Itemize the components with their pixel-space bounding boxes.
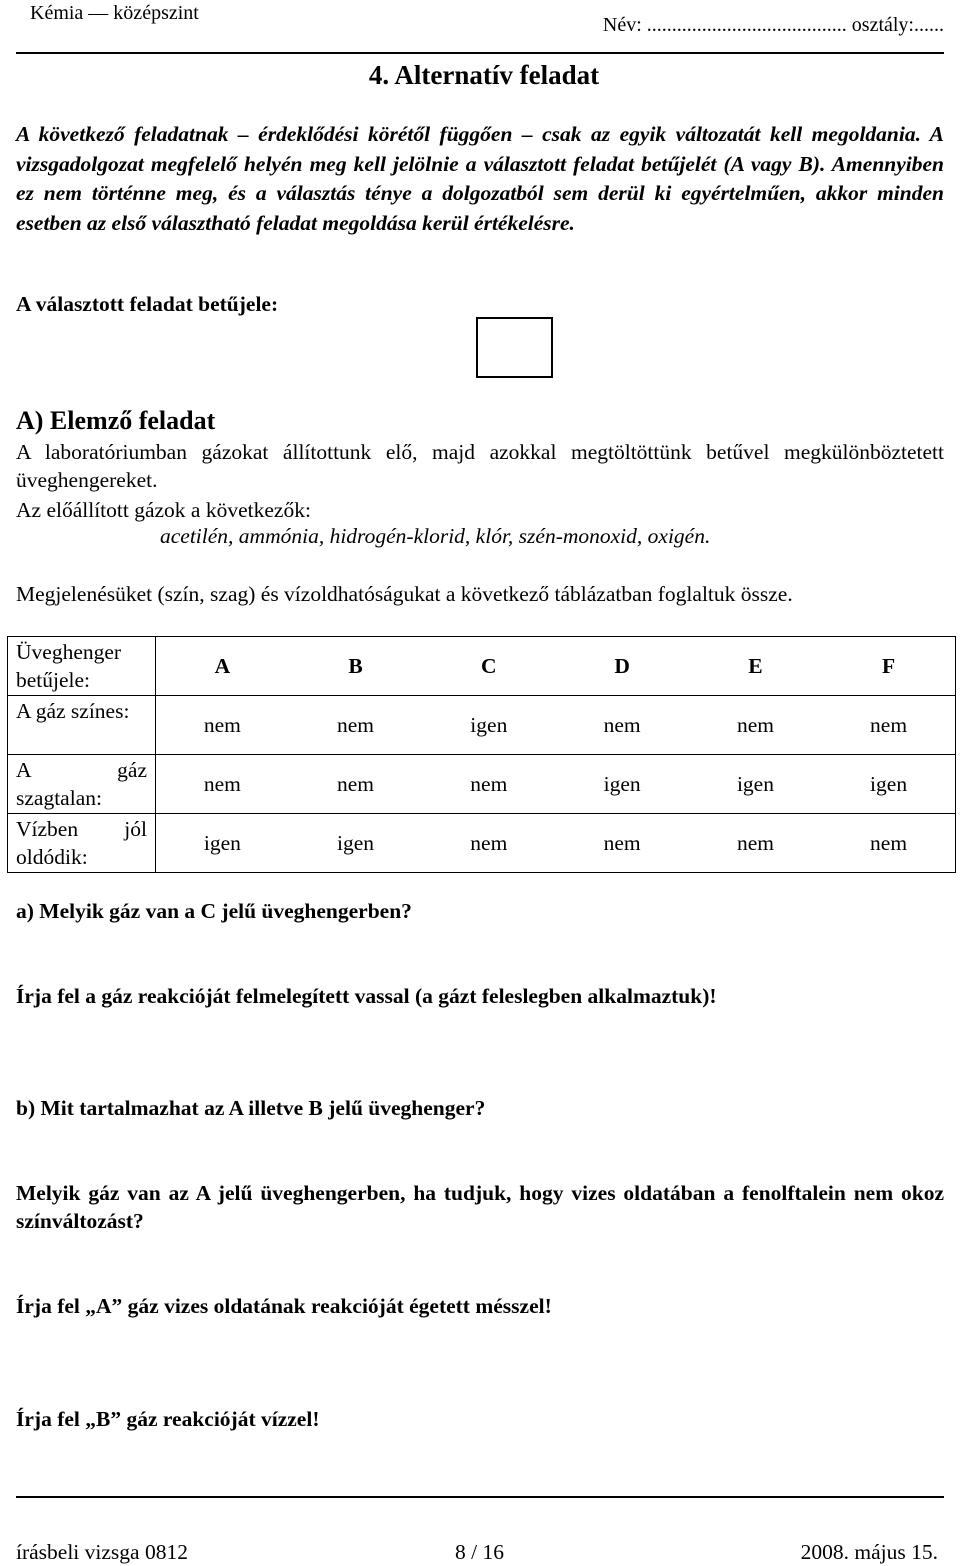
footer-page-number: 8 / 16 [455,1540,504,1564]
table-cell [822,814,955,873]
cell-value: F [882,653,896,678]
table-cell [156,814,289,873]
chosen-task-box[interactable] [476,317,553,378]
cell-value: nem [336,712,374,737]
table-cell [156,637,289,696]
cell-value: igen [736,771,774,796]
question-b-quicklime: Írja fel „A” gáz vizes oldatának reakcióját égetett mésszel! [16,1294,552,1318]
cell-value: nem [336,771,374,796]
table-cell [289,814,422,873]
row-header: A gáz szagtalan: [8,755,156,814]
cell-value: igen [336,830,374,855]
table-cell [822,637,955,696]
table-cell [156,696,289,755]
question-b-water: Írja fel „B” gáz reakcióját vízzel! [16,1407,320,1431]
cell-value: D [614,653,630,678]
question-b-phenolphthalein: Melyik gáz van az A jelű üveghengerben, ha tudjuk, hogy vizes oldatában a fenolftalein nem okoz színváltozást? [16,1181,944,1233]
chosen-task-label: A választott feladat betűjele: [16,292,279,316]
cell-value: nem [870,830,908,855]
table-cell [689,696,822,755]
table-cell [822,755,955,814]
cell-value: nem [203,771,241,796]
footer-divider [16,1496,944,1498]
cell-value: A [214,653,231,678]
cell-value: nem [736,830,774,855]
question-a: a) Melyik gáz van a C jelű üveghengerben? [16,899,412,923]
table-cell [289,755,422,814]
table-row [8,814,956,873]
gas-list: acetilén, ammónia, hidrogén-klorid, klór, szén-monoxid, oxigén. [160,524,711,548]
cell-value: nem [603,712,641,737]
cell-value: igen [870,771,908,796]
cell-value: E [748,653,763,678]
table-cell [422,755,555,814]
header-divider [16,52,944,54]
question-b: b) Mit tartalmazhat az A illetve B jelű üveghenger? [16,1096,486,1120]
table-row [8,637,956,696]
table-cell [156,755,289,814]
cell-value: nem [470,771,508,796]
table-cell [289,696,422,755]
cell-value: igen [603,771,641,796]
cell-value: nem [736,712,774,737]
paragraph-lab: A laboratóriumban gázokat állítottunk elő, majd azokkal megtöltöttünk betűvel megkülönböztetett üveghengereket. [16,440,944,492]
row-header: Üveghenger betűjele: [8,637,156,696]
table-cell [555,637,688,696]
table-row [8,696,956,755]
footer-date: 2008. május 15. [800,1540,938,1564]
header-name-class: Név: ........................................ osztály:...... [602,14,944,36]
table-cell [555,696,688,755]
section-title: A) Elemző feladat [16,406,216,435]
table-row [8,755,956,814]
cell-value: nem [603,830,641,855]
table-cell [422,696,555,755]
table-cell [422,814,555,873]
gas-table [7,636,956,873]
table-cell [689,755,822,814]
page-title: 4. Alternatív feladat [368,60,600,90]
cell-value: nem [470,830,508,855]
cell-value: igen [470,712,508,737]
cell-value: nem [203,712,241,737]
table-cell [822,696,955,755]
question-a-reaction: Írja fel a gáz reakcióját felmelegített vassal (a gázt feleslegben alkalmaztuk)! [16,984,717,1008]
row-header: Vízben jól oldódik: [8,814,156,873]
table-cell [289,637,422,696]
footer-exam-code: írásbeli vizsga 0812 [16,1540,188,1564]
table-cell [422,637,555,696]
paragraph-table-intro: Megjelenésüket (szín, szag) és vízoldhatóságukat a következő táblázatban foglaltuk össze. [16,582,793,606]
table-cell [555,814,688,873]
cell-value: nem [870,712,908,737]
instructions: A következő feladatnak – érdeklődési körétől függően – csak az egyik változatát kell megoldania. A vizsgadolgozat megfelelő helyén meg kell jelölnie a választott feladat betűjelét (A vagy B). Amennyiben ez nem történne meg, és a választás ténye a dolgozatból sem derül ki egyértelműen, akkor minden esetben az első választható feladat megoldása kerül értékelésre. [16,122,944,235]
cell-value: B [348,653,363,678]
table-cell [555,755,688,814]
table-cell [689,814,822,873]
row-header: A gáz színes: [8,696,156,755]
header-subject: Kémia — középszint [30,2,199,24]
paragraph-gases-intro: Az előállított gázok a következők: [16,498,311,522]
cell-value: C [481,653,497,678]
cell-value: igen [203,830,241,855]
table-cell [689,637,822,696]
